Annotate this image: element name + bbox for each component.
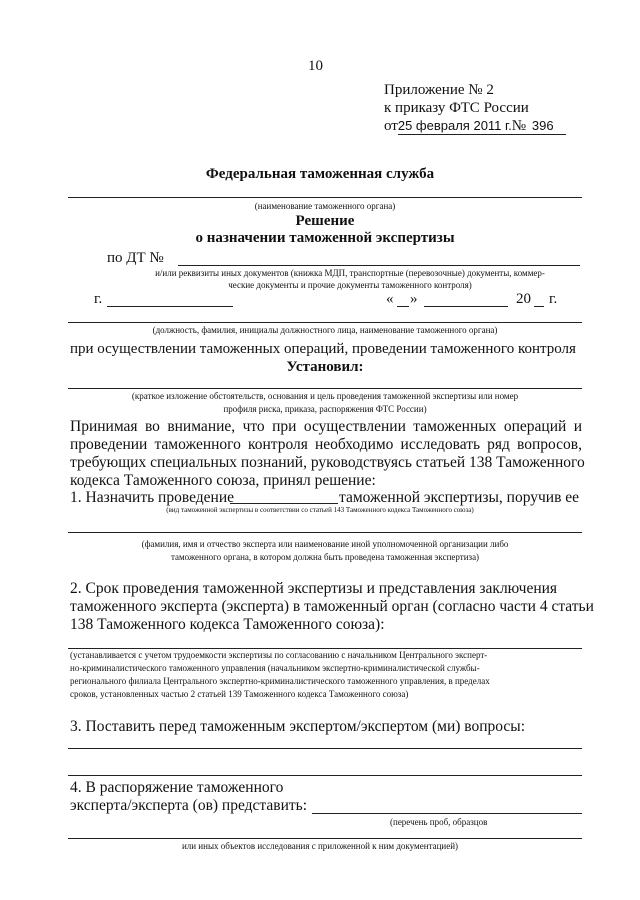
item2-line-2: таможенного эксперта (эксперта) в таможенный орган (согласно части 4 статьи <box>70 598 594 615</box>
dt-caption-1: и/или реквизиты иных документов (книжка МДП, транспортные (перевозочные) документы, коммер- <box>155 268 545 278</box>
item1-suffix: таможенной экспертизы, поручив ее <box>339 489 580 506</box>
questions-line-1[interactable] <box>68 748 582 749</box>
item2-line-3: 138 Таможенного кодекса Таможенного союза): <box>70 616 385 633</box>
summary-line[interactable] <box>68 388 582 389</box>
day-line[interactable] <box>397 306 409 307</box>
item3-text: 3. Поставить перед таможенным экспертом/экспертом (ми) вопросы: <box>70 718 526 735</box>
title-appointment: о назначении таможенной экспертизы <box>195 230 455 246</box>
item2-caption-1: (устанавливается с учетом трудоемкости экспертизы по согласованию с начальником Центрального эксперт- <box>70 650 488 660</box>
expert-caption-1: (фамилия, имя и отчество эксперта или наименование иной уполномоченной организации либо <box>141 539 509 549</box>
city-line[interactable] <box>107 306 233 307</box>
appendix-from: от <box>384 118 398 134</box>
year-suffix: г. <box>549 291 558 307</box>
considering-line-4: кодекса Таможенного союза, принял решение: <box>70 472 376 489</box>
year-line[interactable] <box>534 306 544 307</box>
item1-caption: (вид таможенной экспертизы в соответствии со статьей 143 Таможенного кодекса Таможенного союза) <box>166 506 474 514</box>
item1-prefix: 1. Назначить проведение <box>70 489 234 506</box>
established-heading: Установил: <box>286 359 364 375</box>
item1-type-line[interactable] <box>230 503 338 504</box>
during-text: при осуществлении таможенных операций, проведении таможенного контроля <box>70 341 576 357</box>
appendix-line2: к приказу ФТС России <box>384 100 529 116</box>
considering-line-1: Принимая во внимание, что при осуществлении таможенных операций и <box>70 418 582 435</box>
agency-name: Федеральная таможенная служба <box>205 166 435 182</box>
expert-line[interactable] <box>68 532 582 533</box>
customs-body-line <box>68 197 582 198</box>
term-line[interactable] <box>68 648 582 649</box>
city-label: г. <box>94 291 103 307</box>
expert-caption-2: таможенного органа, в котором должна быть проведена таможенная экспертиза) <box>170 552 480 562</box>
appendix-date: 25 февраля 2011 г. <box>397 118 512 133</box>
appendix-date-underline <box>398 134 566 135</box>
appendix-line1: Приложение № 2 <box>384 82 494 98</box>
page-number: 10 <box>308 58 323 74</box>
item4-line-2: эксперта/эксперта (ов) представить: <box>70 797 308 814</box>
year-prefix: 20 <box>516 291 531 307</box>
item2-caption-4: сроков, установленных частью 2 статьей 139 Таможенного кодекса Таможенного союза) <box>70 689 409 699</box>
official-caption: (должность, фамилия, инициалы должностного лица, наименование таможенного органа) <box>152 325 498 335</box>
item2-line-1: 2. Срок проведения таможенной экспертизы и представления заключения <box>70 580 558 597</box>
item2-caption-2: но-криминалистического таможенного управления (начальником экспертно-криминалистической службы- <box>70 663 480 673</box>
objects-caption: или иных объектов исследования с приложенной к ним документацией) <box>181 841 459 851</box>
samples-caption: (перечень проб, образцов <box>390 817 488 827</box>
appendix-date-row <box>384 118 554 135</box>
official-line[interactable] <box>68 322 582 323</box>
samples-line[interactable] <box>312 813 582 814</box>
questions-line-2[interactable] <box>68 775 582 776</box>
objects-line[interactable] <box>68 838 582 839</box>
title-decision: Решение <box>295 213 355 229</box>
appendix-number: 396 <box>531 118 554 133</box>
appendix-number-label: № <box>511 118 527 134</box>
date-quote-open: « <box>386 291 394 307</box>
considering-line-3: требующих специальных познаний, руководствуясь статьей 138 Таможенного <box>70 454 585 471</box>
customs-body-caption: (наименование таможенного органа) <box>254 201 396 211</box>
summary-caption-2: профиля риска, приказа, распоряжения ФТС России) <box>223 404 427 414</box>
considering-line-2: проведении таможенного контроля необходимо исследовать ряд вопросов, <box>70 436 582 453</box>
item4-line-1: 4. В распоряжение таможенного <box>70 779 284 796</box>
summary-caption-1: (краткое изложение обстоятельств, основания и цель проведения таможенной экспертизы или номер <box>131 391 519 401</box>
date-quote-close: » <box>410 291 418 307</box>
dt-caption-2: ческие документы и прочие документы таможенного контроля) <box>228 280 472 290</box>
item2-caption-3: регионального филиала Центрального экспертно-криминалистического таможенного управления, в пределах <box>70 676 490 686</box>
dt-number-line[interactable] <box>178 265 580 266</box>
dt-label: по ДТ № <box>107 250 164 266</box>
month-line[interactable] <box>424 306 508 307</box>
